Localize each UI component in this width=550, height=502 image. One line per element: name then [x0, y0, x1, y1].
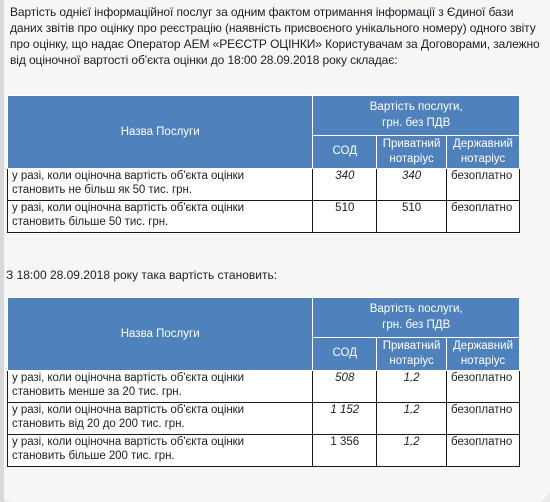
state-notary-price-cell: безоплатно	[447, 201, 520, 233]
private-notary-price-cell: 1,2	[377, 435, 447, 467]
sod-header-text: СОД	[332, 347, 358, 360]
state-notary-price-cell: безоплатно	[447, 371, 520, 403]
intro-line: від оціночної вартості об'єкта оцінки до 18:00 28.09.2018 року складає:	[10, 53, 398, 67]
intro-line: даних звітів про оцінку про реєстрацію (наявність присвоєного унікального номеру) одного звіту	[10, 21, 536, 35]
service-text: у разі, коли оціночна вартість об'єкта оцінки	[12, 170, 244, 182]
cost-header	[313, 96, 520, 136]
section-note: З 18:00 28.09.2018 року така вартість становить:	[6, 268, 278, 282]
service-name-header	[8, 298, 313, 371]
cost-header-line: грн. без ПДВ	[382, 319, 451, 332]
table-row	[8, 201, 520, 233]
service-text: у разі, коли оціночна вартість об'єкта оцінки	[12, 202, 244, 214]
private-notary-price-cell: 340	[377, 169, 447, 201]
service-text: у разі, коли оціночна вартість об'єкта оцінки	[12, 404, 244, 416]
tariff-table-after	[7, 297, 520, 467]
private-notary-price-cell: 510	[377, 201, 447, 233]
state-notary-price-cell: безоплатно	[447, 435, 520, 467]
table-row	[8, 371, 520, 403]
sod-price-cell: 340	[313, 169, 377, 201]
service-name-header-text: Назва Послуги	[120, 328, 200, 340]
service-text: становить менше за 20 тис. грн.	[12, 386, 182, 398]
private-notary-header-line: Приватний	[382, 137, 441, 150]
service-text: становить від 20 до 200 тис. грн.	[12, 418, 185, 430]
private-notary-header	[377, 337, 447, 370]
service-text: становить не більш як 50 тис. грн.	[12, 184, 192, 196]
cost-header-line: Вартість послуги,	[369, 101, 463, 114]
cost-header	[313, 298, 520, 338]
state-notary-header-line: нотаріус	[460, 152, 506, 165]
sod-price-cell: 1 356	[313, 435, 377, 467]
service-cell	[8, 169, 313, 201]
sod-header-text: СОД	[332, 145, 358, 158]
service-cell	[8, 371, 313, 403]
sod-price-cell: 508	[313, 371, 377, 403]
private-notary-price-cell: 1,2	[377, 403, 447, 435]
private-notary-header-line: нотаріус	[389, 354, 434, 367]
table-row	[8, 435, 520, 467]
service-name-header-text: Назва Послуги	[120, 126, 200, 138]
state-notary-header	[447, 135, 520, 168]
service-text: у разі, коли оціночна вартість об'єкта оцінки	[12, 372, 244, 384]
sod-header	[313, 337, 377, 370]
sod-price-cell: 1 152	[313, 403, 377, 435]
intro-line: Вартість однієї інформаційної послуг за одним фактом отримання інформації з Єдиної бази	[10, 5, 514, 19]
cost-header-line: грн. без ПДВ	[382, 117, 451, 130]
service-name-header	[8, 96, 313, 169]
cost-header-line: Вартість послуги,	[369, 303, 463, 316]
private-notary-price-cell: 1,2	[377, 371, 447, 403]
intro-paragraph	[10, 4, 538, 68]
service-cell	[8, 403, 313, 435]
private-notary-header-line: Приватний	[382, 339, 441, 352]
page-edge	[0, 0, 4, 502]
service-cell	[8, 435, 313, 467]
state-notary-header-line: Державний	[453, 137, 513, 150]
private-notary-header-line: нотаріус	[389, 152, 434, 165]
state-notary-header-line: Державний	[453, 339, 513, 352]
intro-line: про оцінку, що надає Оператор АЕМ «РЕЄСТР ОЦІНКИ» Користувачам за Договорами, залежно	[10, 37, 540, 51]
service-cell	[8, 201, 313, 233]
tariff-table-before	[7, 95, 520, 233]
table-row	[8, 403, 520, 435]
table-row	[8, 169, 520, 201]
private-notary-header	[377, 135, 447, 168]
service-text: становить більше 200 тис. грн.	[12, 450, 175, 462]
service-text: у разі, коли оціночна вартість об'єкта оцінки	[12, 436, 244, 448]
sod-header	[313, 135, 377, 168]
state-notary-price-cell: безоплатно	[447, 403, 520, 435]
state-notary-header	[447, 337, 520, 370]
sod-price-cell: 510	[313, 201, 377, 233]
service-text: становить більше 50 тис. грн.	[12, 216, 169, 228]
state-notary-header-line: нотаріус	[460, 354, 506, 367]
state-notary-price-cell: безоплатно	[447, 169, 520, 201]
